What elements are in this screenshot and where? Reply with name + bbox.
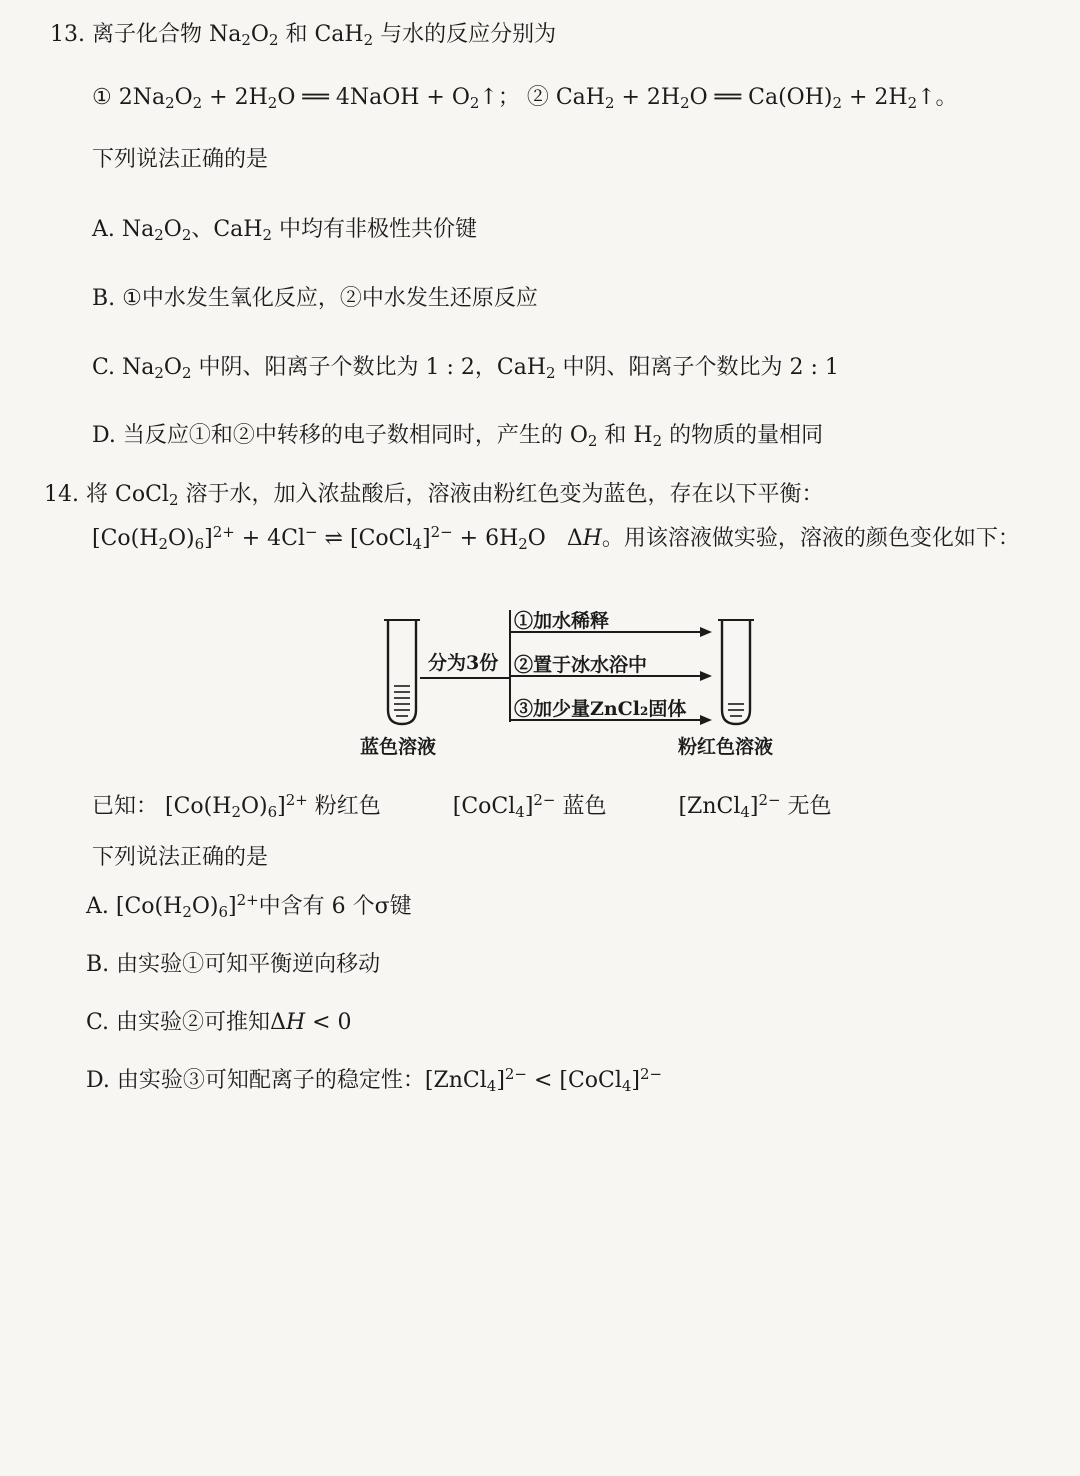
split-label: 分为3份	[428, 652, 499, 674]
option-text: 由实验①可知平衡逆向移动	[116, 952, 381, 977]
q14-known: 已知： $[Co(H_2O)_6]^{2+}$ 粉红色 [CoCl$_4$]$^{2-}$ 蓝色 [ZnCl$_4$]$^{2-}$ 无色	[92, 790, 832, 822]
q14-option-d: D. 由实验③可知配离子的稳定性：[ZnCl$_4$]$^{2-}$ < [CoCl$_4$]$^{2-}$	[86, 1064, 663, 1096]
q13-equations	[92, 83, 958, 113]
option-label: C.	[92, 355, 116, 380]
right-test-tube	[718, 620, 754, 724]
q14-stem-part: 溶于水，加入浓盐酸后，溶液由粉红色变为蓝色，存在以下平衡：	[185, 482, 824, 507]
right-solution-label: 粉红色溶液	[678, 736, 774, 758]
q13-eq2: $CaH_2 + 2H_2O$ ══ $Ca(OH)_2$ + $2H_2↑$。	[555, 85, 958, 113]
option-label: A.	[92, 217, 115, 242]
left-test-tube	[384, 620, 420, 724]
q14-option-a: A. $[Co(H_2O)_6]^{2+}$中含有 6 个σ键	[86, 890, 412, 922]
q13-eq1-label: ①	[92, 85, 112, 110]
option-label: D.	[86, 1068, 110, 1093]
left-solution-label: 蓝色溶液	[360, 736, 437, 758]
option-label: D.	[92, 423, 116, 448]
option-text: 中阴、阳离子个数比为 2 : 1	[562, 355, 839, 380]
q14-stem-line: 14. 将 CoCl$_2$ 溶于水，加入浓盐酸后，溶液由粉红色变为蓝色，存在以下平衡：	[44, 482, 824, 510]
q13-option-d: D. 当反应①和②中转移的电子数相同时，产生的 $O_2$ 和 $H_2$ 的物质的量相同	[92, 423, 824, 451]
q13-number: 13.	[50, 22, 85, 47]
q14-number: 14.	[44, 482, 79, 507]
experiment-diagram	[350, 600, 790, 770]
option-text: 由实验③可知配离子的稳定性：	[116, 1068, 425, 1093]
q13-option-b	[92, 284, 538, 314]
q13-stem-line	[50, 20, 556, 50]
known-prefix: 已知：	[92, 794, 159, 819]
q14-option-b	[86, 950, 380, 980]
option-text: 的物质的量相同	[669, 423, 824, 448]
option-label: B.	[86, 952, 110, 977]
known-color-3: 无色	[787, 794, 832, 819]
known-color-2: 蓝色	[562, 794, 607, 819]
q14-stem-part: 将	[86, 482, 109, 507]
option-text: 中含有 6 个σ键	[258, 894, 412, 919]
option-text: 由实验②可推知	[116, 1010, 271, 1035]
known-color-1: 粉红色	[314, 794, 381, 819]
option-label: B.	[92, 286, 116, 311]
q14-option-c: C. 由实验②可推知ΔH < 0	[86, 1010, 352, 1035]
q13-prompt: 下列说法正确的是	[92, 147, 269, 172]
experiment-3-label: ③加少量ZnCl₂固体	[514, 698, 687, 720]
option-label: C.	[86, 1010, 110, 1035]
q13-option-a: A. $Na_2O_2$、CaH$_2$ 中均有非极性共价键	[92, 217, 477, 245]
q13-stem: 离子化合物 $Na_2O_2$ 和 CaH$_2$ 与水的反应分别为	[92, 22, 557, 50]
q14-eq-tail: 。用该溶液做实验，溶液的颜色变化如下：	[601, 526, 1020, 551]
q13-eq2-label: ②	[526, 85, 549, 110]
option-text: 和	[604, 423, 627, 448]
q13-option-c: C. $Na_2O_2$ 中阴、阳离子个数比为 1 : 2，CaH$_2$ 中阴、阳离子个数比为 2 : 1	[92, 355, 839, 383]
experiment-1-label: ①加水稀释	[514, 610, 610, 632]
experiment-2-label: ②置于冰水浴中	[514, 654, 648, 676]
option-text: 中均有非极性共价键	[278, 217, 477, 242]
option-text: 当反应①和②中转移的电子数相同时，产生的	[122, 423, 563, 448]
option-text: ①中水发生氧化反应，②中水发生还原反应	[122, 286, 538, 311]
q14-equilibrium: $[Co(H_2O)_6]^{2+} + 4Cl^-$ ⇌ [CoCl$_4$]$^{2-}$ + $6H_2O$ ΔH。用该溶液做实验，溶液的颜色变化如下：	[92, 522, 1020, 554]
q13-eq1: $2Na_2O_2 + 2H_2O$ ══ 4NaOH + $O_2↑$；	[118, 85, 520, 113]
q14-prompt: 下列说法正确的是	[92, 845, 269, 870]
option-label: A.	[86, 894, 109, 919]
option-text: 中阴、阳离子个数比为 1 : 2，	[198, 355, 497, 380]
